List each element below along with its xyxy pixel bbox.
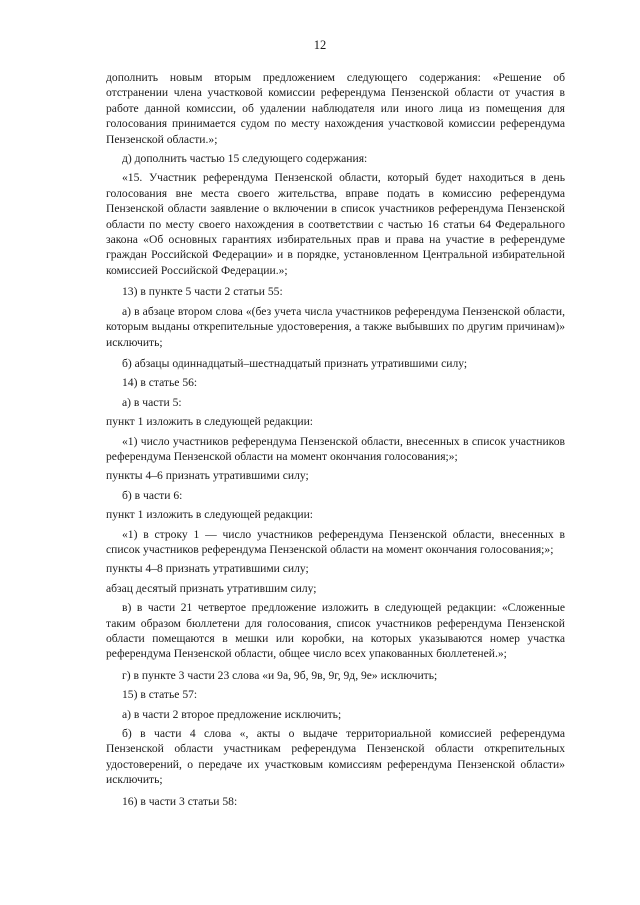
- paragraph: «1) число участников референдума Пензенской области, внесенных в список участников референдума Пензенской области на момент окончания голосования;»;: [106, 434, 565, 463]
- paragraph: а) в части 2 второе предложение исключить;: [122, 707, 342, 721]
- paragraph: «15. Участник референдума Пензенской области, который будет находиться в день голосования вне места своего жительства, вправе подать в комиссию референдума Пензенской области заявление о включении в список участников референдума Пензенской области по месту своего нахождения в соответствии с частью 16 статьи 64 Федерального закона «Об основных гарантиях избирательных прав и права на участие в референдуме граждан Российской Федерации» и в порядке, установленном Центральной избирательной комиссией Российской Федерации.»;: [106, 171, 565, 277]
- paragraph: 15) в статье 57:: [122, 688, 198, 702]
- paragraph: б) абзацы одиннадцатый–шестнадцатый признать утратившими силу;: [122, 356, 468, 370]
- paragraph: пункты 4–6 признать утратившими силу;: [106, 469, 309, 483]
- paragraph: 13) в пункте 5 части 2 статьи 55:: [122, 285, 283, 299]
- paragraph: пункт 1 изложить в следующей редакции:: [106, 508, 314, 522]
- document-body: [106, 70, 565, 813]
- paragraph: а) в абзаце втором слова «(без учета числа участников референдума Пензенской области, которым выданы открепительные удостоверения, а также выбывших по другим причинам)» исключить;: [106, 304, 565, 349]
- page-number: 12: [313, 38, 327, 52]
- paragraph: 16) в части 3 статьи 58:: [122, 794, 238, 808]
- paragraph: в) в части 21 четвертое предложение изложить в следующей редакции: «Сложенные таким образом бюллетени для голосования, список участников референдума Пензенской области помещаются в мешки или коробки, на которых указываются номер участка референдума Пензенской области, общее число всех упакованных бюллетеней.»;: [106, 601, 565, 661]
- paragraph: а) в части 5:: [122, 395, 182, 409]
- paragraph: 14) в статье 56:: [122, 376, 198, 390]
- paragraph: абзац десятый признать утратившим силу;: [106, 581, 317, 595]
- paragraph: д) дополнить частью 15 следующего содержания:: [122, 152, 368, 166]
- paragraph: г) в пункте 3 части 23 слова «и 9а, 9б, 9в, 9г, 9д, 9е» исключить;: [122, 668, 438, 682]
- paragraph: пункт 1 изложить в следующей редакции:: [106, 415, 314, 429]
- paragraph: «1) в строку 1 — число участников референдума Пензенской области, внесенных в список участников референдума Пензенской области на момент окончания голосования;»;: [106, 527, 565, 556]
- paragraph: б) в части 4 слова «, акты о выдаче территориальной комиссией референдума Пензенской области участникам референдума Пензенской области открепительных удостоверений, о передаче их участковым комиссиям референдума Пензенской области» исключить;: [106, 727, 565, 787]
- paragraph: дополнить новым вторым предложением следующего содержания: «Решение об отстранении члена участковой комиссии референдума Пензенской области от участия в работе данной комиссии, об удалении наблюдателя или иного лица из помещения для голосования принимается судом по месту нахождения участковой комиссии референдума Пензенской области.»;: [106, 71, 565, 146]
- paragraph: пункты 4–8 признать утратившими силу;: [106, 562, 309, 576]
- paragraph: б) в части 6:: [122, 488, 183, 502]
